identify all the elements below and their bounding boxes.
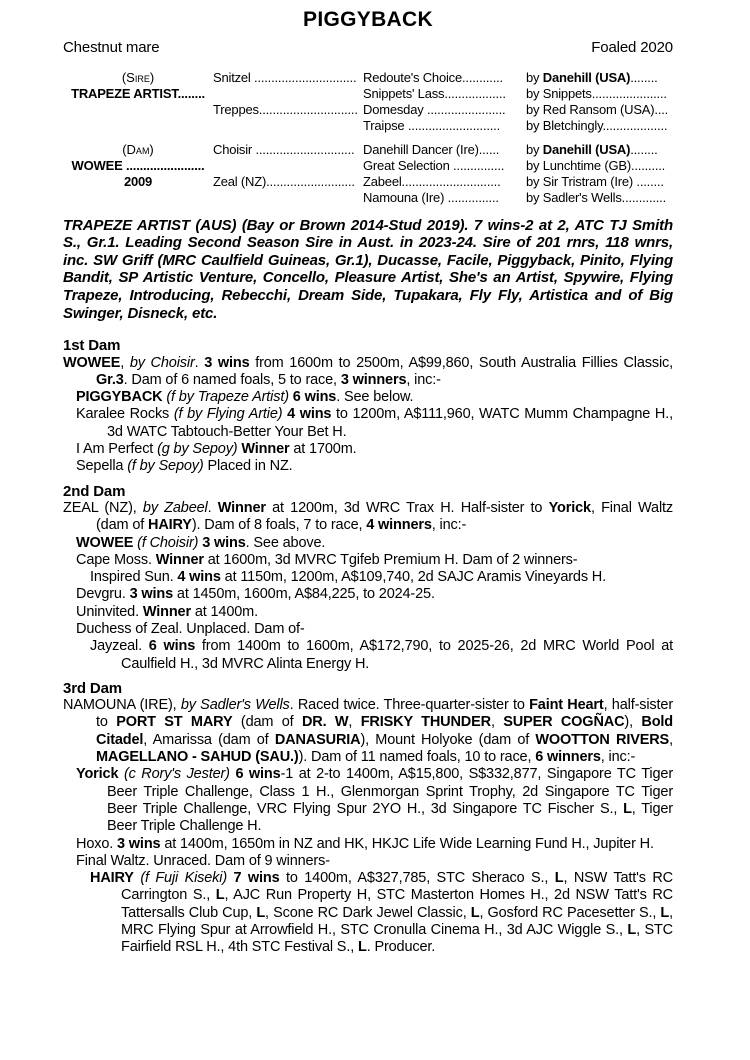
pedigree-role-label: (Sire) (121, 70, 155, 86)
pedigree-grandparent-name: Great Selection ............... (363, 158, 505, 174)
text-run: from 1600m to 2500m, A$99,860, South Australia Fillies Classic, (249, 354, 674, 371)
foaled-year: Foaled 2020 (591, 39, 673, 56)
text-run: by Sadler's Wells............. (526, 189, 667, 205)
text-run: 6 wins (148, 638, 196, 655)
text-run: from 1400m to 1600m, A$172,790, to 2025-26, 2d MRC World Pool at Caulfield H., 3d MVRC Alinta Energy H. (121, 638, 674, 672)
text-run: by Sir Tristram (Ire) ........ (526, 174, 664, 190)
section-heading: 2nd Dam (63, 482, 126, 500)
pedigree-grandparent-sire (526, 190, 673, 206)
text-run: by Lunchtime (GB).......... (526, 158, 666, 174)
text-run: , Amarissa (dam of (143, 731, 275, 748)
text-run: Karalee Rocks (76, 406, 174, 423)
text-run: Final Waltz. Unraced. Dam of 9 winners- (76, 852, 330, 869)
text-run: HAIRY (90, 870, 134, 887)
pedigree-entry-paragraph (76, 766, 673, 835)
pedigree-grandparent-name: Zabeel............................. (363, 174, 501, 190)
pedigree-grandparent-row (363, 142, 673, 158)
pedigree-grandparent-sire (526, 118, 673, 134)
pedigree-grandparent-row (363, 118, 673, 134)
text-run: 6 winners (535, 749, 601, 766)
text-run: Uninvited. (76, 603, 143, 620)
text-run: , half-sister to (96, 697, 673, 731)
text-run: . (207, 499, 218, 516)
pedigree-grandparents-column (363, 70, 673, 133)
text-run: , inc:- (431, 517, 467, 534)
pedigree-grandparent-sire (526, 158, 673, 174)
pedigree-subject-name: TRAPEZE ARTIST........ (71, 86, 205, 102)
text-run: , MRC Flying Spur at Arrowfield H., STC Cronulla Cinema H., 3d AJC Wiggle S., (121, 904, 673, 939)
text-run: WOOTTON RIVERS (535, 731, 670, 748)
pedigree-entry-paragraph (76, 604, 673, 621)
text-run: 6 wins (235, 766, 281, 783)
text-run: I Am Perfect (76, 441, 158, 458)
text-run: TRAPEZE ARTIST (AUS) (Bay or Brown 2014-Stud 2019). 7 wins-2 at 2, ATC TJ Smith S., Gr.1. Leading Second Season Sire in Aust. in 2023-24. Sire of 201 rnrs, 118 wnrs, inc. SW Griff (MRC Caulfield Guineas, Gr.1), Ducasse, Facile, Piggyback, Pinito, Flying Bandit, SP Artistic Venture, Concello, Pleasure Artist, She's an Artist, Spywire, Flying Trapeze, Introducing, Rebecchi, Dream Side, Tupakara, Fly Fly, Artistica and of Big Swinger, Disneck, etc. (63, 216, 673, 322)
text-run: , (669, 731, 673, 748)
text-run: DR. W (301, 714, 349, 731)
text-run: Jayzeal. (90, 638, 149, 655)
pedigree-entry-paragraph (76, 441, 673, 458)
text-run: L (660, 904, 670, 921)
text-run: Yorick (548, 499, 591, 516)
pedigree-grandparent-row (363, 174, 673, 190)
text-run: Winner (155, 551, 204, 568)
pedigree-grandparent-sire (526, 86, 673, 102)
text-run: . Producer. (366, 939, 436, 956)
pedigree-entry-paragraph (90, 870, 673, 956)
section-heading: 1st Dam (63, 337, 121, 355)
pedigree-entry-paragraph (76, 389, 673, 406)
pedigree-grandparents-column (363, 142, 673, 205)
text-run: , inc:- (406, 371, 441, 388)
text-run: 7 wins (233, 870, 280, 887)
text-run: by (526, 142, 543, 158)
text-run: 6 wins (292, 389, 337, 406)
text-run: , NSW Tatt's RC Carrington S., (121, 870, 674, 904)
text-run: (f by Sepoy) (127, 458, 204, 475)
pedigree-subject-cell (63, 70, 213, 133)
text-run: 4 winners (366, 517, 432, 534)
dam-sections (63, 337, 673, 956)
pedigree-subject-cell (63, 142, 213, 205)
text-run: Danehill (USA) (542, 70, 631, 86)
pedigree-group (63, 142, 673, 205)
text-run: , inc:- (600, 749, 636, 766)
text-run: PIGGYBACK (76, 389, 163, 406)
text-run: . See below. (336, 389, 414, 406)
text-run: by Zabeel (142, 499, 208, 516)
text-run: , STC Fairfield RSL H., 4th STC Festival S., (121, 922, 673, 956)
text-run: 3 wins (202, 534, 246, 551)
text-run: HAIRY (148, 517, 192, 534)
text-run: . Raced twice. Three-quarter-sister to (289, 697, 530, 714)
pedigree-entry-paragraph (76, 836, 673, 853)
text-run: . Dam of 6 named foals, 5 to race, (123, 371, 341, 388)
pedigree-grandparent-row (363, 190, 673, 206)
text-run: (f by Trapeze Artist) (166, 389, 289, 406)
pedigree-ancestor-name: Treppes............................. (213, 101, 358, 117)
subtitle-row (63, 39, 673, 56)
text-run: (g by Sepoy) (157, 441, 238, 458)
text-run: , Final Waltz (dam of (96, 499, 673, 534)
text-run: Hoxo. (76, 835, 118, 852)
text-run: Winner (241, 441, 290, 458)
page-title: PIGGYBACK (303, 8, 433, 31)
pedigree-grandparent-sire (526, 102, 673, 118)
pedigree-entry-paragraph (76, 621, 673, 638)
text-run: 3 wins (129, 586, 174, 603)
text-run: 4 wins (287, 406, 332, 423)
text-run: at 1700m. (289, 441, 357, 458)
text-run: FRISKY THUNDER (360, 714, 491, 731)
text-run: (c Rory's Jester) (123, 766, 230, 783)
pedigree-grandparent-name: Traipse ........................... (363, 117, 500, 133)
text-run: Placed in NZ. (203, 458, 293, 475)
text-run: DANASURIA (274, 731, 361, 748)
pedigree-ancestor-name: Zeal (NZ).......................... (213, 174, 355, 190)
text-run: (f Choisir) (137, 534, 199, 551)
text-run: ), (624, 714, 642, 731)
text-run: at 1450m, 1600m, A$84,225, to 2024-25. (173, 586, 435, 603)
pedigree-entry-paragraph (90, 569, 673, 586)
pedigree-entry-paragraph (63, 500, 673, 535)
pedigree-entry-paragraph (76, 552, 673, 569)
pedigree-ancestor-name: Snitzel .............................. (213, 70, 357, 86)
text-run: . (194, 354, 205, 371)
text-run: -1 at 2-to 1400m, A$15,800, S$332,877, Singapore TC Tiger Beer Triple Challenge, Class 1 H., Glenmorgan Sprint Trophy, 2d Singapore TC Tiger Beer Triple Challenge, VRC Flying Spur 2YO H., 3d Singapore TC Fischer S., (107, 766, 673, 817)
text-run: (dam of (232, 714, 302, 731)
text-run: ZEAL (NZ), (63, 499, 143, 516)
pedigree-role-label: (Dam) (122, 142, 154, 158)
text-run: 4 wins (177, 569, 221, 586)
text-run: to 1400m, A$327,785, STC Sheraco S., (279, 870, 555, 887)
text-run: , Scone RC Dark Jewel Classic, (265, 904, 471, 921)
pedigree-grandparent-row (363, 86, 673, 102)
text-run: L (357, 939, 367, 956)
text-run: by Snippets...................... (526, 86, 667, 102)
text-run: WOWEE (76, 534, 134, 551)
text-run: SUPER COGÑAC (503, 714, 625, 731)
pedigree-entry-paragraph (76, 586, 673, 603)
text-run: 3 wins (204, 354, 250, 371)
pedigree-grandparent-sire (526, 70, 673, 86)
text-run: , Tiger Beer Triple Challenge H. (107, 800, 673, 835)
text-run: (f by Flying Artie) (173, 406, 283, 423)
text-run: by Sadler's Wells (180, 697, 290, 714)
text-run: at 1400m, 1650m in NZ and HK, HKJC Life Wide Learning Fund H., Jupiter H. (160, 835, 654, 852)
pedigree-entry-paragraph (90, 638, 673, 673)
text-run: , AJC Run Property H, STC Masterton Homes H., 2d NSW Tatt's RC Tattersalls Club Cup, (121, 887, 673, 921)
text-run: L (470, 904, 480, 921)
text-run: at 1200m, 3d WRC Trax H. Half-sister to (265, 499, 549, 516)
pedigree-grandparent-name: Redoute's Choice............ (363, 70, 503, 86)
text-run: ), Mount Holyoke (dam of (360, 731, 536, 748)
text-run: L (554, 870, 564, 887)
text-run: Cape Moss. (76, 551, 156, 568)
text-run: ). Dam of 8 foals, 7 to race, (191, 517, 367, 534)
pedigree-parents-column (213, 70, 363, 133)
horse-description: Chestnut mare (63, 39, 160, 56)
text-run: MAGELLANO - SAHUD (SAU.) (96, 749, 299, 766)
text-run: at 1400m. (190, 603, 258, 620)
text-run: L (623, 800, 632, 817)
text-run: 3 winners (340, 371, 407, 388)
text-run: L (627, 922, 637, 939)
text-run: Danehill (USA) (542, 142, 631, 158)
text-run: to 1200m, A$111,960, WATC Mumm Champagne H., 3d WATC Tabtouch-Better Your Bet H. (107, 406, 673, 440)
text-run: at 1600m, 3d MVRC Tgifeb Premium H. Dam of 2 winners- (203, 551, 578, 568)
text-run: WOWEE (63, 354, 121, 371)
pedigree-entry-paragraph (63, 697, 673, 766)
text-run: Gr.3 (96, 371, 124, 388)
text-run: (f Fuji Kiseki) (140, 870, 228, 887)
pedigree-entry-paragraph (76, 458, 673, 475)
text-run: , (490, 714, 504, 731)
pedigree-subject-year: 2009 (123, 174, 153, 190)
text-run: by Bletchingly................... (526, 117, 668, 133)
pedigree-grandparent-name: Domesday ....................... (363, 101, 506, 117)
pedigree-grandparent-name: Danehill Dancer (Ire)...... (363, 142, 500, 158)
text-run: ........ (630, 70, 658, 86)
text-run: L (215, 887, 225, 904)
text-run: Yorick (76, 766, 119, 783)
pedigree-grandparent-sire (526, 174, 673, 190)
text-run: Bold Citadel (96, 714, 673, 748)
text-run: by Red Ransom (USA).... (526, 101, 669, 117)
pedigree-entry-paragraph (76, 853, 673, 870)
pedigree-grandparent-name: Snippets' Lass.................. (363, 86, 506, 102)
text-run: PORT ST MARY (116, 714, 233, 731)
sire-summary-paragraph (63, 217, 673, 323)
pedigree-entry-paragraph (76, 406, 673, 441)
text-run: Devgru. (76, 586, 130, 603)
pedigree-grandparent-row (363, 102, 673, 118)
pedigree-grandparent-row (363, 70, 673, 86)
pedigree-entry-paragraph (63, 355, 673, 390)
text-run: , Gosford RC Pacesetter S., (479, 904, 661, 921)
pedigree-ancestor-name: Choisir ............................. (213, 142, 355, 158)
text-run: ........ (630, 142, 658, 158)
pedigree-entry-paragraph (76, 535, 673, 552)
text-run: Faint Heart (529, 697, 604, 714)
text-run: Inspired Sun. (90, 569, 178, 586)
text-run: at 1150m, 1200m, A$109,740, 2d SAJC Aramis Vineyards H. (220, 569, 606, 586)
text-run: L (256, 904, 266, 921)
text-run: Winner (142, 603, 191, 620)
text-run: NAMOUNA (IRE), (63, 697, 181, 714)
pedigree-group (63, 70, 673, 133)
pedigree-grandparent-name: Namouna (Ire) ............... (363, 189, 499, 205)
pedigree-table (63, 70, 673, 205)
text-run: , (348, 714, 361, 731)
text-run: , (120, 354, 130, 371)
text-run: Winner (217, 499, 266, 516)
pedigree-parents-column (213, 142, 363, 205)
pedigree-grandparent-sire (526, 142, 673, 158)
text-run: 3 wins (117, 835, 161, 852)
pedigree-subject-name: WOWEE ....................... (71, 158, 205, 174)
text-run: Duchess of Zeal. Unplaced. Dam of- (76, 620, 305, 637)
text-run: . See above. (245, 534, 326, 551)
pedigree-grandparent-row (363, 158, 673, 174)
text-run: by (526, 70, 543, 86)
section-heading: 3rd Dam (63, 679, 122, 697)
text-run: Sepella (76, 458, 128, 475)
text-run: ). Dam of 11 named foals, 10 to race, (298, 749, 536, 766)
text-run: by Choisir (129, 354, 195, 371)
